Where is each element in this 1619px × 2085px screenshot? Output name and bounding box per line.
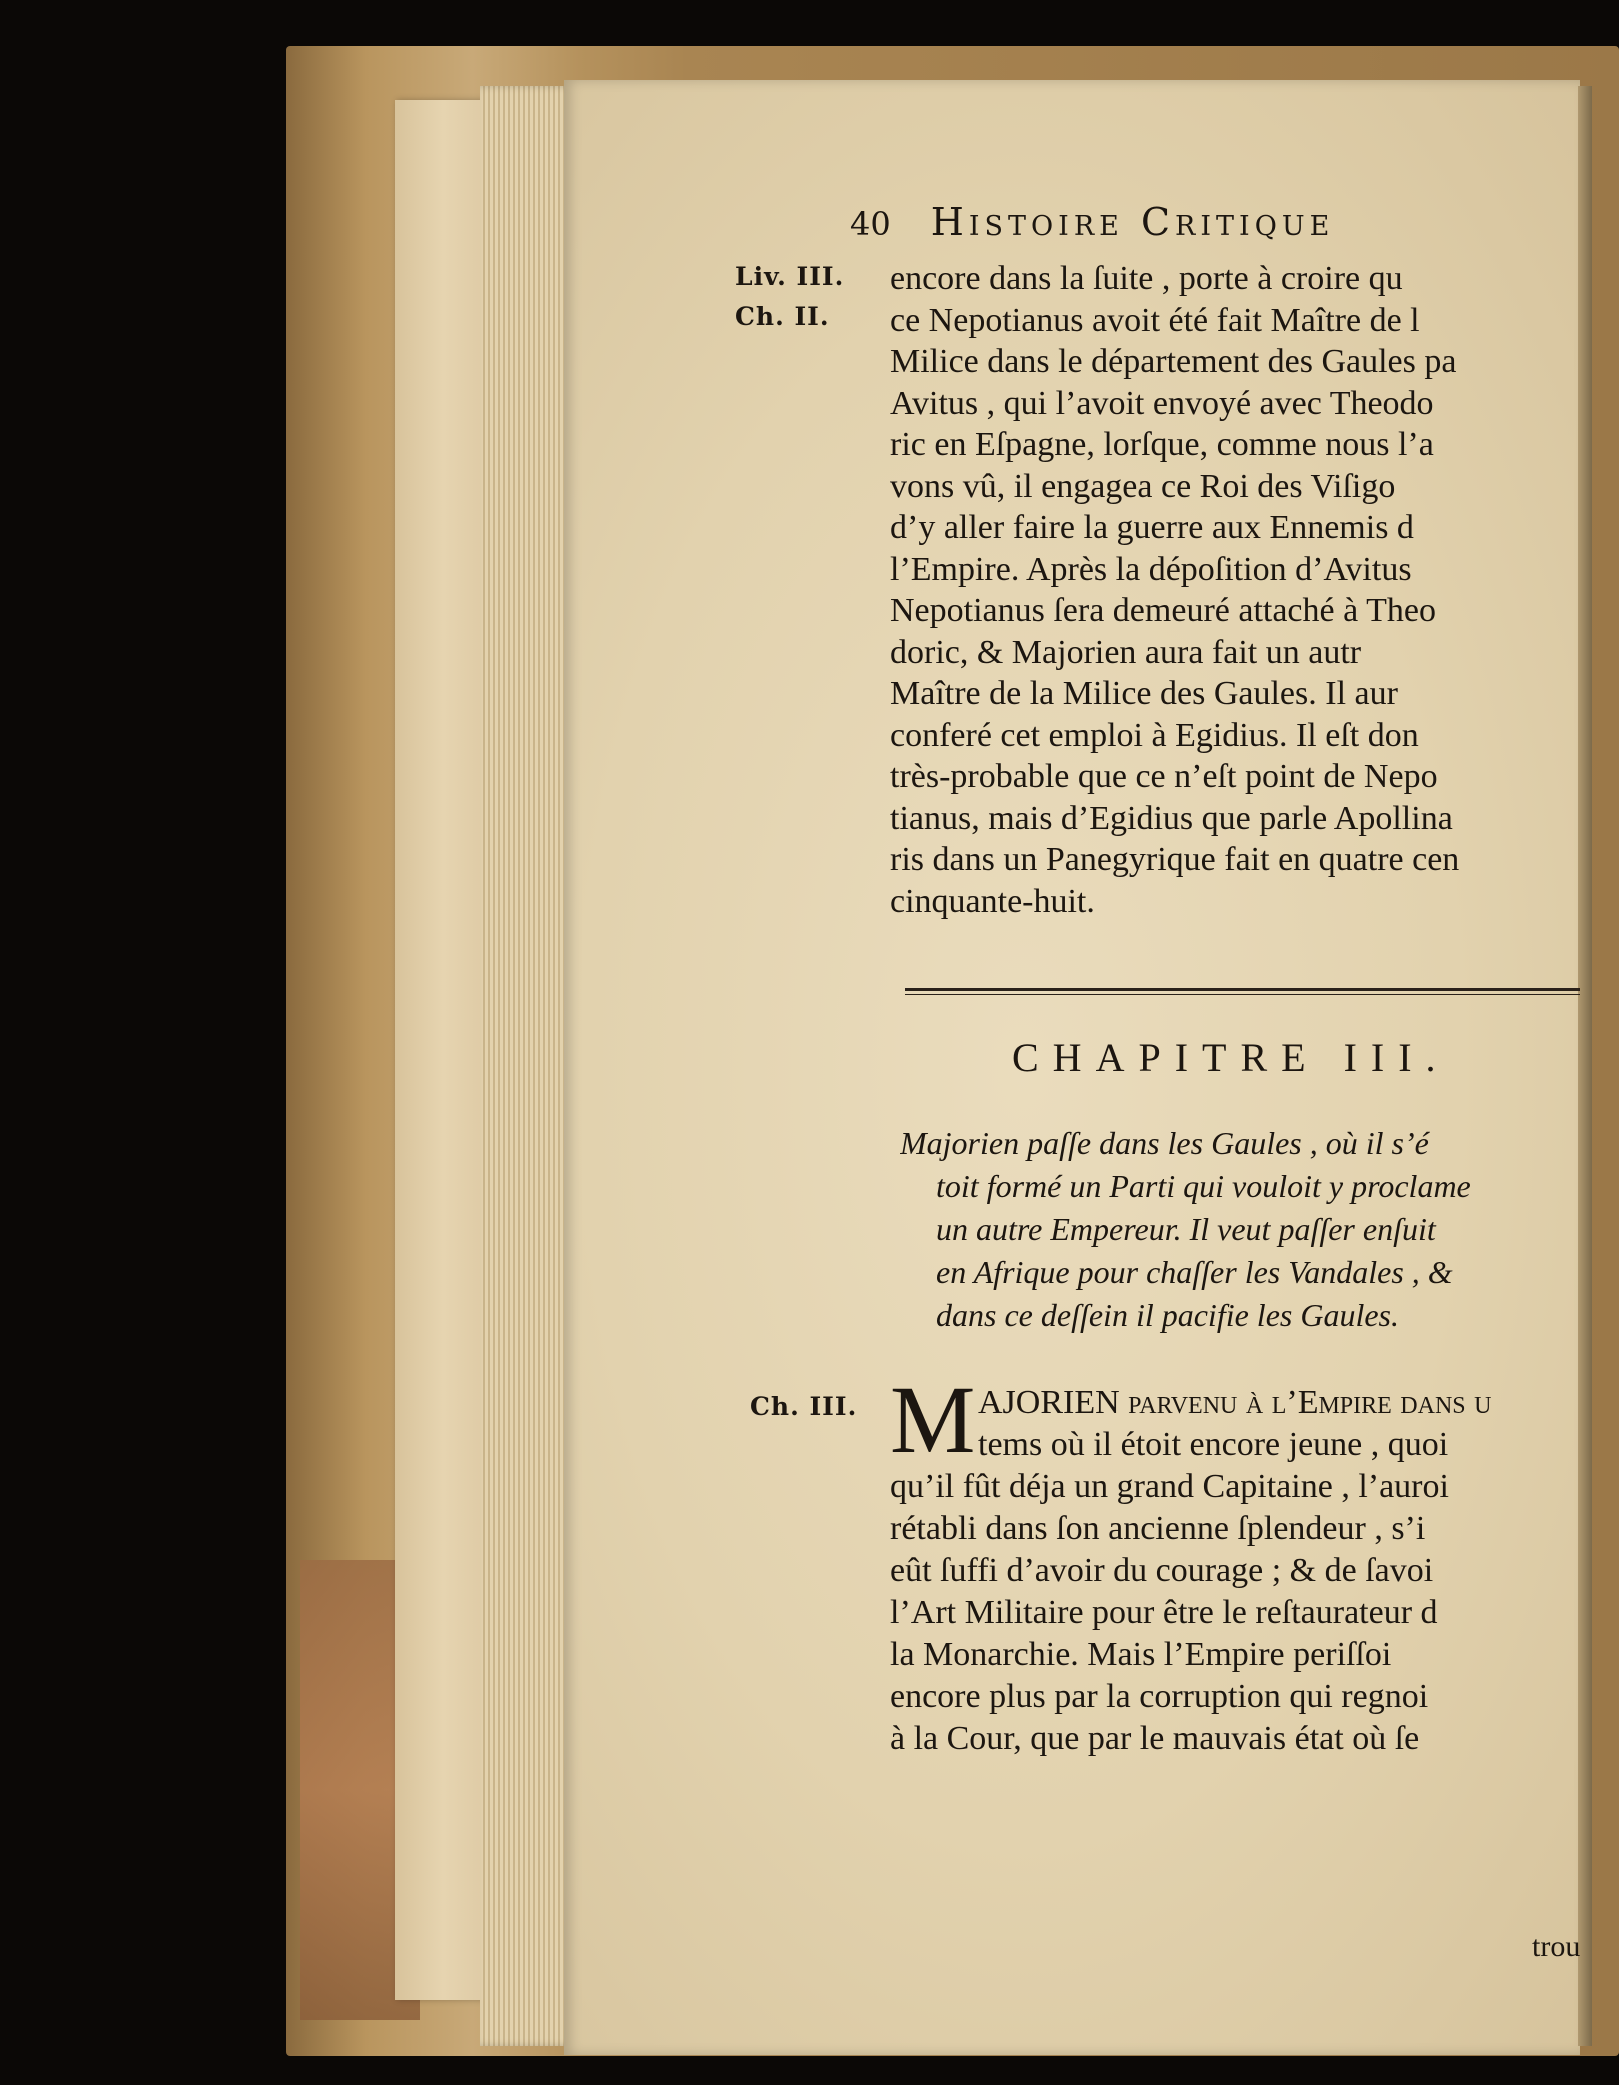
text-line: très-probable que ce n’eſt point de Nepo bbox=[890, 758, 1438, 795]
paragraph-2 bbox=[890, 1382, 1580, 1760]
text-line: encore dans la ſuite , porte à croire qu bbox=[890, 260, 1403, 297]
text-line: à la Cour, que par le mauvais état où ſe bbox=[890, 1720, 1420, 1757]
text-line: AJORIEN parvenu à l’Empire dans u bbox=[978, 1384, 1492, 1421]
paragraph-1 bbox=[890, 258, 1580, 922]
text-line: ris dans un Panegyrique fait en quatre cen bbox=[890, 841, 1460, 878]
summary-line: toit formé un Parti qui vouloit y proclame bbox=[936, 1168, 1471, 1204]
running-title: Histoire Critique bbox=[930, 200, 1335, 244]
drop-cap: M bbox=[890, 1366, 976, 1473]
summary-line: Majorien paſſe dans les Gaules , où il s’é bbox=[900, 1125, 1429, 1161]
text-line: la Monarchie. Mais l’Empire periſſoi bbox=[890, 1636, 1392, 1673]
text-line: conferé cet emploi à Egidius. Il eſt don bbox=[890, 716, 1419, 754]
text-line: l’Empire. Après la dépoſition d’Avitus bbox=[890, 550, 1412, 588]
margin-note-chapter-start: Ch. III. bbox=[750, 1392, 858, 1421]
text-line: l’Art Militaire pour être le reſtaurateur d bbox=[890, 1594, 1438, 1631]
text-line: Nepotianus ſera demeuré attaché à Theo bbox=[890, 592, 1436, 629]
text-line: d’y aller faire la guerre aux Ennemis d bbox=[890, 509, 1414, 546]
section-rule bbox=[905, 988, 1580, 991]
summary-line: un autre Empereur. Il veut paſſer enſuit bbox=[936, 1211, 1436, 1247]
catchword: trou bbox=[1532, 1930, 1581, 1963]
text-line: vons vû, il engagea ce Roi des Viſigo bbox=[890, 467, 1396, 505]
text-line: doric, & Majorien aura fait un autr bbox=[890, 633, 1362, 671]
text-line: ric en Eſpagne, lorſque, comme nous l’a bbox=[890, 426, 1434, 463]
text-line: Maître de la Milice des Gaules. Il aur bbox=[890, 675, 1398, 712]
text-line: qu’il fût déja un grand Capitaine , l’auroi bbox=[890, 1468, 1449, 1505]
section-rule-thin bbox=[905, 994, 1580, 995]
chapter-summary bbox=[900, 1122, 1580, 1337]
text-line: tems où il étoit encore jeune , quoi bbox=[978, 1426, 1449, 1463]
chapter-heading: CHAPITRE III. bbox=[1012, 1035, 1450, 1080]
margin-note-book: Liv. III. bbox=[735, 262, 845, 291]
text-line: tianus, mais d’Egidius que parle Apollina bbox=[890, 799, 1453, 837]
text-line: rétabli dans ſon ancienne ſplendeur , s’i bbox=[890, 1510, 1426, 1547]
text-line: ce Nepotianus avoit été fait Maître de l bbox=[890, 301, 1420, 339]
margin-note-chapter: Ch. II. bbox=[735, 302, 830, 331]
summary-line: dans ce deſſein il pacifie les Gaules. bbox=[936, 1297, 1399, 1333]
text-line: cinquante-huit. bbox=[890, 882, 1095, 920]
summary-line: en Afrique pour chaſſer les Vandales , & bbox=[936, 1254, 1453, 1290]
text-line: Milice dans le département des Gaules pa bbox=[890, 343, 1457, 380]
text-line: Avitus , qui l’avoit envoyé avec Theodo bbox=[890, 384, 1434, 422]
text-line: encore plus par la corruption qui regnoi bbox=[890, 1678, 1429, 1715]
text-line: eût ſuffi d’avoir du courage ; & de ſavoi bbox=[890, 1552, 1434, 1589]
page-number: 40 bbox=[850, 205, 891, 243]
running-header bbox=[850, 200, 1334, 244]
page-gutter bbox=[1578, 86, 1592, 2046]
